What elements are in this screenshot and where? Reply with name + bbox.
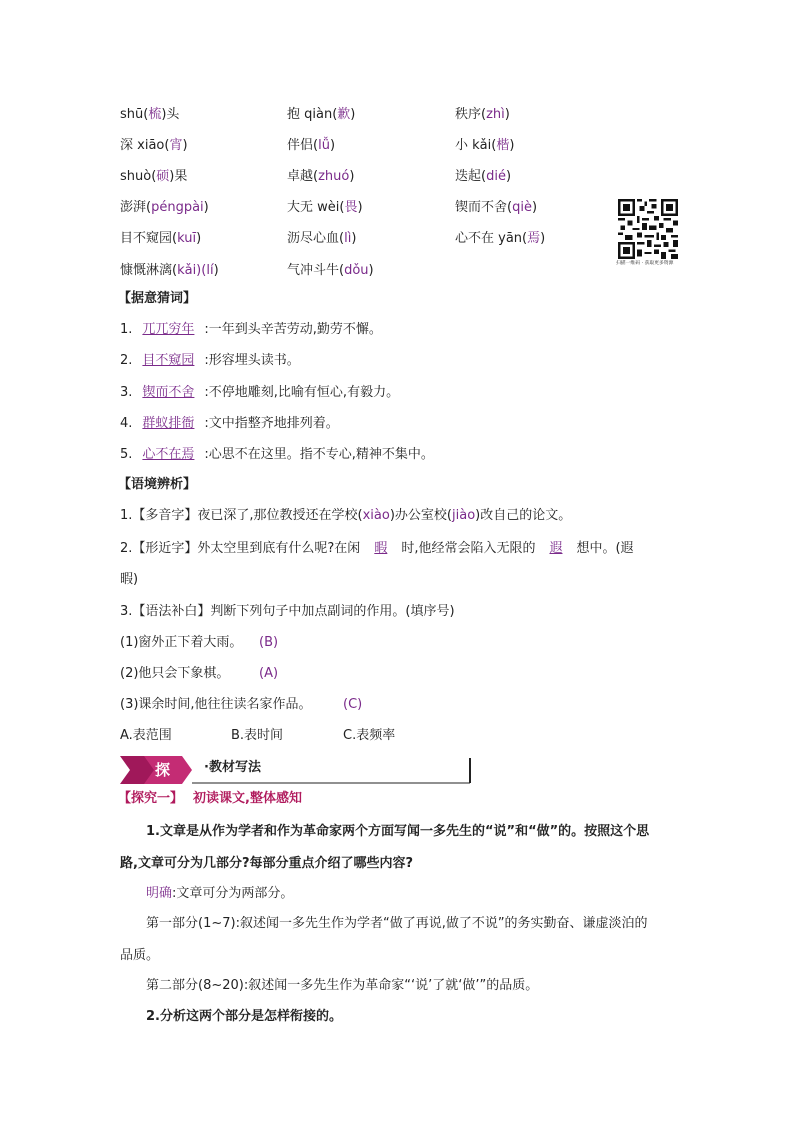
explore-q1-line2: 路,文章可分为几部分?每部分重点介绍了哪些内容? <box>120 856 414 871</box>
vocab-row <box>120 137 560 155</box>
vocab-row <box>120 168 560 186</box>
explore-answer: 明确:文章可分为两部分。 <box>146 886 294 901</box>
option-c: C.表频率 <box>343 728 396 743</box>
vocab-item: 心不在 yān(焉) <box>455 231 546 246</box>
banner-title: ·教材写法 <box>204 760 261 775</box>
context-heading: 【语境辨析】 <box>118 477 197 492</box>
guess-item: 1. 兀兀穷年 :一年到头辛苦劳动,勤劳不懈。 <box>120 322 382 337</box>
explore-q1-line1: 1.文章是从作为学者和作为革命家两个方面写闻一多先生的“说”和“做”的。按照这个思 <box>146 824 650 839</box>
vocab-item: 大无 wèi(畏) <box>287 200 363 215</box>
vocab-item: 目不窥园(kuī) <box>120 231 202 246</box>
sub-answer: (A) <box>259 666 279 681</box>
vocab-item: shuò(硕)果 <box>120 169 188 184</box>
vocab-item: 慷慨淋漓(kǎi)(lí) <box>120 263 219 278</box>
guess-item: 3. 锲而不舍 :不停地雕刻,比喻有恒心,有毅力。 <box>120 385 400 400</box>
context-q3: 3.【语法补白】判断下列句子中加点副词的作用。(填序号) <box>120 604 455 619</box>
vocab-item: 卓越(zhuó) <box>287 169 355 184</box>
explore-part1-line2: 品质。 <box>120 948 160 963</box>
section-banner <box>120 756 472 784</box>
vocab-item: 小 kǎi(楷) <box>455 138 515 153</box>
explore-heading: 【探究一】 初读课文,整体感知 <box>118 791 302 806</box>
vocab-item: 沥尽心血(lì) <box>287 231 357 246</box>
vocab-item: shū(梳)头 <box>120 107 180 122</box>
vocab-item: 澎湃(péngpài) <box>120 200 209 215</box>
vocab-row <box>120 199 560 217</box>
explore-part1-line1: 第一部分(1~7):叙述闻一多先生作为学者“做了再说,做了不说”的务实勤奋、谦虚淡泊的 <box>146 916 648 931</box>
guess-item: 2. 目不窥园 :形容埋头读书。 <box>120 353 300 368</box>
sub-question: (1)窗外正下着大雨。 <box>120 635 243 650</box>
vocab-item: 迭起(dié) <box>455 169 512 184</box>
qr-caption: 扫描一维码 · 获取更多资源 <box>616 260 674 266</box>
vocab-item: 伴侣(lǚ) <box>287 138 336 153</box>
explore-q2: 2.分析这两个部分是怎样衔接的。 <box>146 1009 342 1024</box>
guess-item: 4. 群蚁排衙 :文中指整齐地排列着。 <box>120 416 339 431</box>
context-q1: 1.【多音字】夜已深了,那位教授还在学校(xiào)办公室校(jiào)改自己的论文。 <box>120 508 572 523</box>
vocab-item: 秩序(zhì) <box>455 107 510 122</box>
sub-question: (3)课余时间,他往往读名家作品。 <box>120 697 312 712</box>
banner-shape <box>120 756 472 784</box>
guess-item: 5. 心不在焉 :心思不在这里。指不专心,精神不集中。 <box>120 447 434 462</box>
vocab-row <box>120 106 560 124</box>
context-q2: 2.【形近字】外太空里到底有什么呢?在闲 暇 时,他经常会陷入无限的 遐 想中。(遐 <box>120 541 634 556</box>
option-a: A.表范围 <box>120 728 172 743</box>
explore-part2: 第二部分(8~20):叙述闻一多先生作为革命家“‘说’了就‘做’”的品质。 <box>146 978 539 993</box>
vocab-item: 锲而不舍(qiè) <box>455 200 538 215</box>
vocab-item: 气冲斗牛(dǒu) <box>287 263 374 278</box>
qr-code-icon <box>618 199 678 259</box>
sub-answer: (B) <box>259 635 279 650</box>
vocab-item: 抱 qiàn(歉) <box>287 107 356 122</box>
context-q2-wrap: 暇) <box>120 572 139 587</box>
sub-answer: (C) <box>343 697 363 712</box>
guess-heading: 【据意猜词】 <box>118 291 197 306</box>
vocab-row <box>120 230 560 248</box>
sub-question: (2)他只会下象棋。 <box>120 666 230 681</box>
vocab-item: 深 xiāo(宵) <box>120 138 188 153</box>
banner-label: 探 <box>155 761 171 779</box>
option-b: B.表时间 <box>231 728 284 743</box>
vocab-row <box>120 262 560 280</box>
